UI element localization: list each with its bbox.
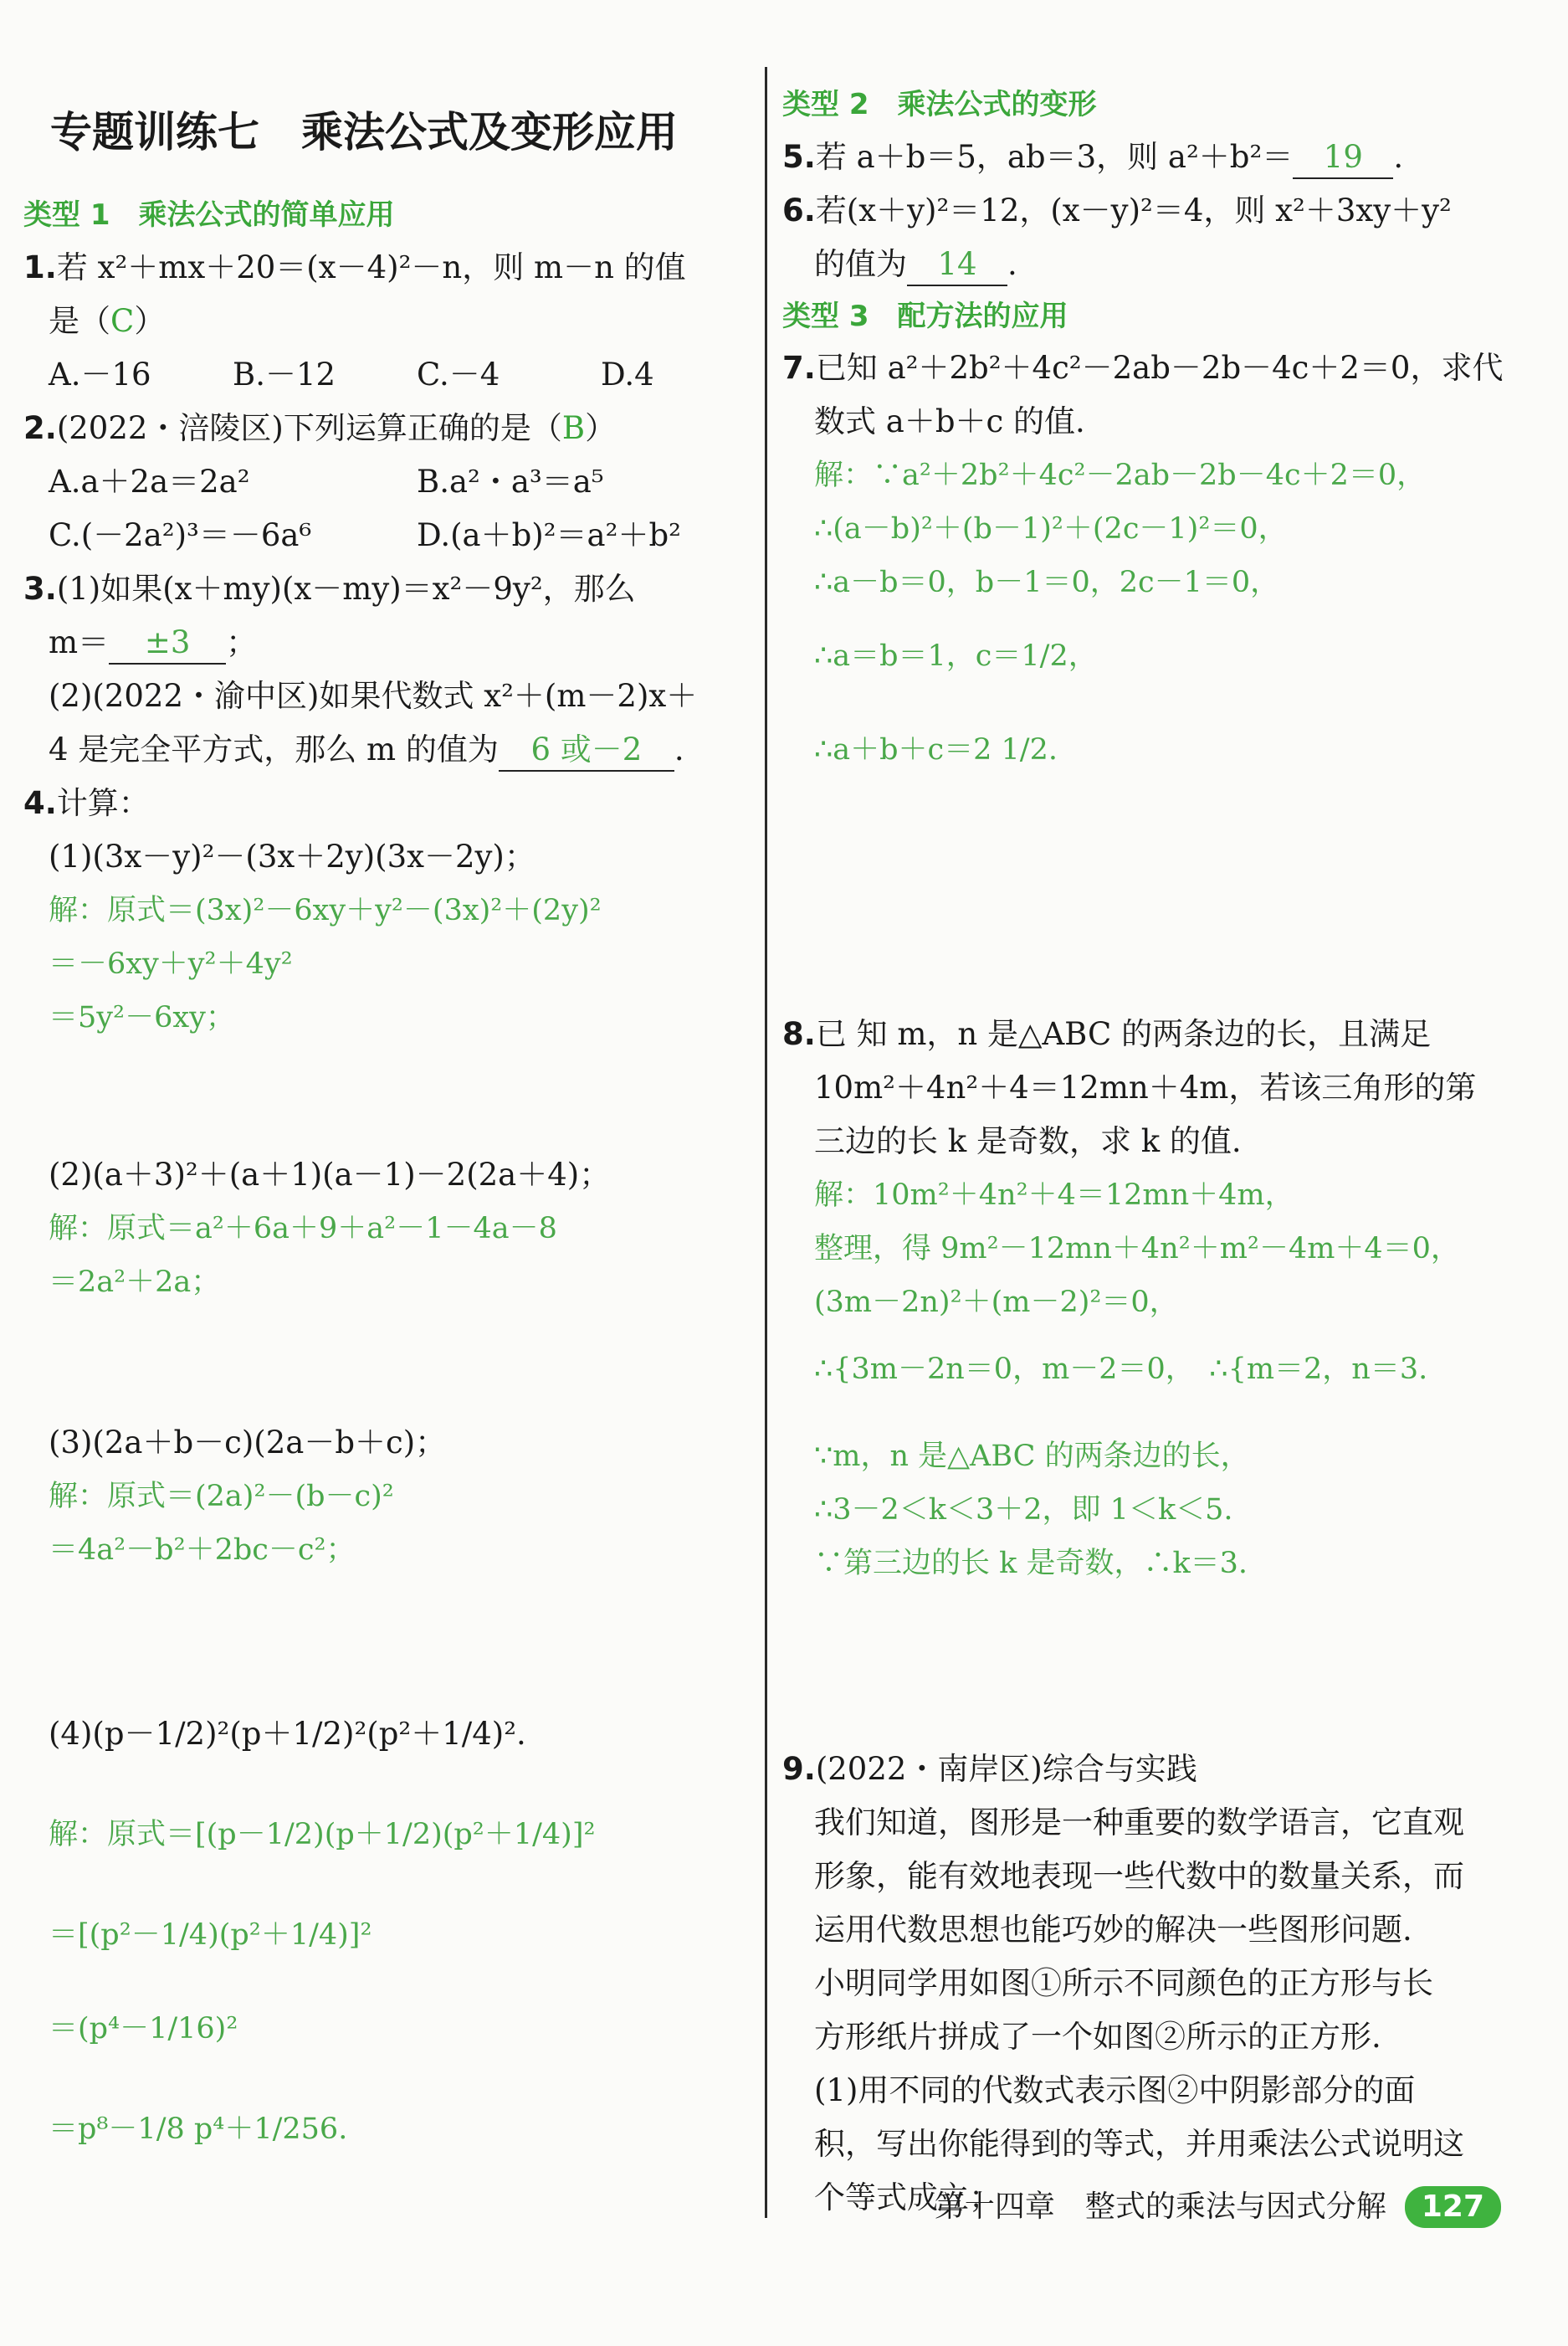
q3-line1: 3.(1)如果(x＋my)(x－my)＝x²－9y²，那么 xyxy=(23,571,636,607)
q1-option-a: A.－16 xyxy=(49,357,151,393)
q4-part3: (3)(2a＋b－c)(2a－b＋c)； xyxy=(49,1425,447,1460)
q4-part2: (2)(a＋3)²＋(a＋1)(a－1)－2(2a＋4)； xyxy=(49,1157,611,1193)
q9-line5: 小明同学用如图①所示不同颜色的正方形与长 xyxy=(814,1965,1433,2001)
page-title: 专题训练七 乘法公式及变形应用 xyxy=(50,108,678,157)
q1-stem2: 是（C） xyxy=(49,303,166,339)
q4-part4-sol-4: ＝p⁸－1/8 p⁴＋1/256. xyxy=(49,2112,348,2146)
q8-sol-6: ∴3－2＜k＜3＋2，即 1＜k＜5. xyxy=(814,1493,1233,1527)
q2-stem: 2.(2022・涪陵区)下列运算正确的是（B） xyxy=(23,410,617,446)
q4-part3-sol-1: 解：原式＝(2a)²－(b－c)² xyxy=(49,1480,394,1513)
page-number: 127 xyxy=(1405,2186,1501,2228)
type1-heading: 类型 1 乘法公式的简单应用 xyxy=(23,198,395,232)
q1-option-b: B.－12 xyxy=(233,357,336,393)
q4-part4-sol-3: ＝(p⁴－1/16)² xyxy=(49,2012,238,2046)
q9-line9: 个等式成立； xyxy=(814,2179,1000,2215)
q2-option-c: C.(－2a²)³＝－6a⁶ xyxy=(49,517,312,553)
q2-answer: B xyxy=(561,410,586,446)
q4-part4-sol-2: ＝[(p²－1/4)(p²＋1/4)]² xyxy=(49,1918,372,1952)
q2-option-a: A.a＋2a＝2a² xyxy=(49,464,250,500)
q8-sol-2: 整理，得 9m²－12mn＋4n²＋m²－4m＋4＝0， xyxy=(814,1232,1460,1265)
q3-line2: m＝ ±3 ； xyxy=(49,623,257,665)
type3-heading: 类型 3 配方法的应用 xyxy=(782,300,1068,333)
q8-line2: 10m²＋4n²＋4＝12mn＋4m，若该三角形的第 xyxy=(814,1070,1477,1106)
q7-line2: 数式 a＋b＋c 的值. xyxy=(814,403,1085,439)
q2-options-row1 xyxy=(49,462,604,502)
q8-line1: 8.已 知 m，n 是△ABC 的两条边的长，且满足 xyxy=(782,1016,1432,1052)
q9-line4: 运用代数思想也能巧妙的解决一些图形问题. xyxy=(814,1912,1412,1948)
q9-line6: 方形纸片拼成了一个如图②所示的正方形. xyxy=(814,2019,1381,2055)
chapter-title: 第十四章 整式的乘法与因式分解 xyxy=(934,2189,1386,2224)
q1-stem: 1.若 x²＋mx＋20＝(x－4)²－n，则 m－n 的值 xyxy=(23,249,686,285)
q9-line7: (1)用不同的代数式表示图②中阴影部分的面 xyxy=(814,2072,1416,2108)
q2-options-row2 xyxy=(49,516,681,556)
q6-line2: 的值为 14 . xyxy=(814,244,1017,286)
q7-sol-5: ∴a＋b＋c＝2 1/2. xyxy=(814,733,1058,767)
q8-sol-5: ∵m，n 是△ABC 的两条边的长， xyxy=(814,1440,1250,1473)
q5-answer: 19 xyxy=(1293,137,1393,179)
q3-answer1: ±3 xyxy=(109,623,226,665)
q5: 5.若 a＋b＝5，ab＝3，则 a²＋b²＝ 19 . xyxy=(782,137,1403,179)
q9-line8: 积，写出你能得到的等式，并用乘法公式说明这 xyxy=(814,2126,1464,2162)
q1-options xyxy=(49,355,751,395)
q3-line4: 4 是完全平方式，那么 m 的值为 6 或－2 . xyxy=(49,730,684,772)
q6-answer: 14 xyxy=(907,244,1007,286)
q8-line3: 三边的长 k 是奇数，求 k 的值. xyxy=(814,1123,1242,1159)
q4-part3-sol-2: ＝4a²－b²＋2bc－c²； xyxy=(49,1533,356,1567)
type2-heading: 类型 2 乘法公式的变形 xyxy=(782,88,1097,121)
q4-part1: (1)(3x－y)²－(3x＋2y)(3x－2y)； xyxy=(49,839,535,875)
q7-sol-2: ∴(a－b)²＋(b－1)²＋(2c－1)²＝0， xyxy=(814,512,1288,546)
q8-sol-7: ∵第三边的长 k 是奇数，∴k＝3. xyxy=(814,1547,1248,1580)
q4-part2-sol-1: 解：原式＝a²＋6a＋9＋a²－1－4a－8 xyxy=(49,1212,557,1245)
q2-option-d: D.(a＋b)²＝a²＋b² xyxy=(417,517,681,553)
q9-line2: 我们知道，图形是一种重要的数学语言，它直观 xyxy=(814,1804,1464,1840)
q1-answer: C xyxy=(110,303,135,339)
q3-line3: (2)(2022・渝中区)如果代数式 x²＋(m－2)x＋ xyxy=(49,678,698,714)
q7-sol-1: 解：∵a²＋2b²＋4c²－2ab－2b－4c＋2＝0， xyxy=(814,459,1427,492)
q2-option-b: B.a²・a³＝a⁵ xyxy=(417,464,604,500)
q4-part2-sol-2: ＝2a²＋2a； xyxy=(49,1265,221,1299)
q7-line1: 7.已知 a²＋2b²＋4c²－2ab－2b－4c＋2＝0，求代 xyxy=(782,350,1504,386)
q7-sol-4: ∴a＝b＝1，c＝1/2， xyxy=(814,639,1098,673)
q3-answer2: 6 或－2 xyxy=(499,730,674,772)
q4-part1-sol-1: 解：原式＝(3x)²－6xy＋y²－(3x)²＋(2y)² xyxy=(49,894,602,927)
q4-part4: (4)(p－1/2)²(p＋1/2)²(p²＋1/4)². xyxy=(49,1716,526,1752)
page-footer xyxy=(935,2186,1501,2228)
q4-label: 4.计算： xyxy=(23,785,150,821)
q4-part4-sol-1: 解：原式＝[(p－1/2)(p＋1/2)(p²＋1/4)]² xyxy=(49,1818,596,1851)
q8-sol-4: ∴{3m－2n＝0，m－2＝0， ∴{m＝2，n＝3. xyxy=(814,1353,1428,1386)
q1-option-d: D.4 xyxy=(601,357,654,393)
q4-part1-sol-3: ＝5y²－6xy； xyxy=(49,1001,235,1034)
q9-line1: 9.(2022・南岸区)综合与实践 xyxy=(782,1751,1197,1787)
column-divider xyxy=(765,67,767,2218)
q6-line1: 6.若(x＋y)²＝12，(x－y)²＝4，则 x²＋3xy＋y² xyxy=(782,193,1452,228)
q8-sol-1: 解：10m²＋4n²＋4＝12mn＋4m， xyxy=(814,1178,1294,1212)
q7-sol-3: ∴a－b＝0，b－1＝0，2c－1＝0， xyxy=(814,566,1280,599)
q8-sol-3: (3m－2n)²＋(m－2)²＝0， xyxy=(814,1286,1179,1319)
q4-part1-sol-2: ＝－6xy＋y²＋4y² xyxy=(49,947,293,981)
q9-line3: 形象，能有效地表现一些代数中的数量关系，而 xyxy=(814,1858,1464,1894)
q1-option-c: C.－4 xyxy=(417,357,500,393)
